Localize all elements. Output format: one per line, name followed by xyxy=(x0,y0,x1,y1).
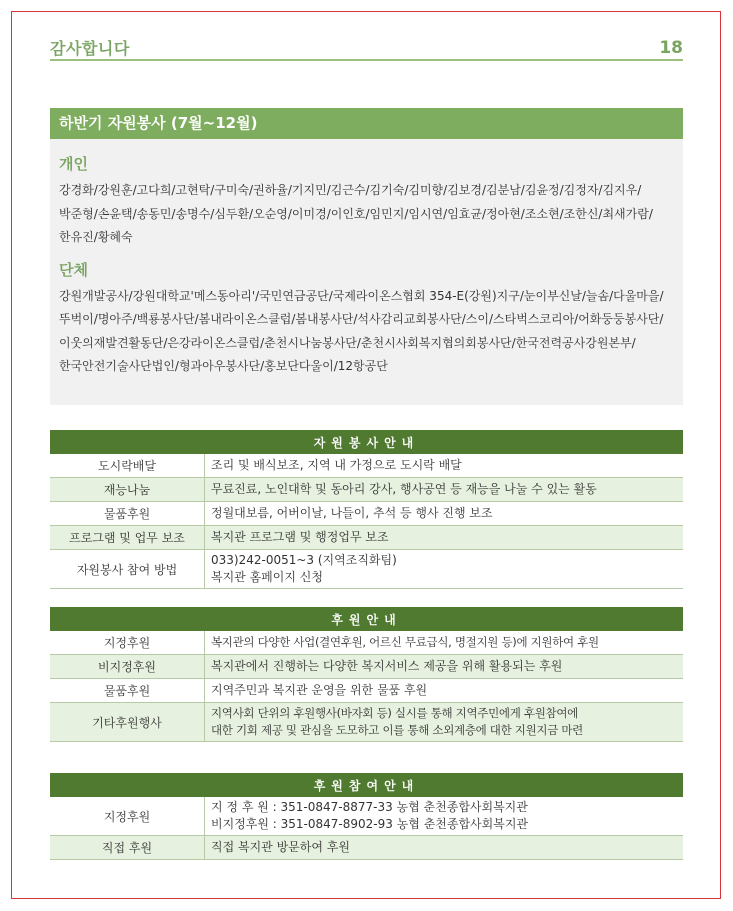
table-row xyxy=(50,703,683,742)
table-row xyxy=(50,797,683,836)
row-key: 지정후원 xyxy=(50,797,205,836)
designated-account: 지 정 후 원 : 351-0847-8877-33 농협 춘천종합사회복지관 xyxy=(211,800,528,814)
row-key: 자원봉사 참여 방법 xyxy=(50,550,205,589)
table-header: 후원참여안내 xyxy=(50,773,683,797)
group-list: 강원개발공사/강원대학교'메스동아리'/국민연금공단/국제라이온스협회 354-E(강원)지구/눈이부신날/늘솜/다울마을/뚜벅이/명아주/백룡봉사단/봄내라이온스클럽/봄내봉사단/석사감리교회봉사단/스이/스타벅스코리아/어화둥둥봉사단/이웃의재발견활동단/은강라이온스클럽/춘천시나눔봉사단/춘천시사회복지협의회봉사단/한국전력공사강원본부/한국안전기술사단법인/형과아우봉사단/홍보단다울이/12항공단 xyxy=(59,288,664,373)
table-header: 자원봉사안내 xyxy=(50,430,683,454)
row-value: 직접 복지관 방문하여 후원 xyxy=(205,836,684,860)
table-header: 후원안내 xyxy=(50,607,683,631)
phone-number: 033)242-0051~3 (지역조직화팀) xyxy=(211,553,397,567)
table-row xyxy=(50,502,683,526)
row-value: 지역주민과 복지관 운영을 위한 물품 후원 xyxy=(205,679,684,703)
table-row xyxy=(50,478,683,502)
row-value xyxy=(205,550,684,589)
table-row xyxy=(50,836,683,860)
homepage-signup: 복지관 홈페이지 신청 xyxy=(211,570,323,584)
table-row xyxy=(50,655,683,679)
row-value: 복지관에서 진행하는 다양한 복지서비스 제공을 위해 활용되는 후원 xyxy=(205,655,684,679)
volunteer-section xyxy=(50,108,683,405)
event-desc-line2: 대한 기회 제공 및 관심을 도모하고 이를 통해 소외계층에 대한 지원지금 마련 xyxy=(211,723,583,737)
donation-participation-table xyxy=(50,773,683,860)
table-row xyxy=(50,526,683,550)
individual-heading: 개인 xyxy=(59,155,88,173)
row-value: 조리 및 배식보조, 지역 내 가정으로 도시락 배달 xyxy=(205,454,684,478)
volunteer-guide-table xyxy=(50,430,683,589)
event-desc-line1: 지역사회 단위의 후원행사(바자회 등) 실시를 통해 지역주민에게 후원참여에 xyxy=(211,706,578,720)
row-value: 복지관의 다양한 사업(결연후원, 어르신 무료급식, 명절지원 등)에 지원하여 후원 xyxy=(205,631,684,655)
individual-list: 강경화/강원훈/고다희/고현탁/구미숙/권하율/기지민/김근수/김기숙/김미향/김보경/김분남/김윤정/김정자/김지우/박준형/손윤택/송동민/송명수/심두환/오순영/이미경/이인호/임민지/임시연/임효균/정아현/조소현/조한신/최새가람/한유진/황혜숙 xyxy=(59,183,653,244)
donation-guide-table xyxy=(50,607,683,742)
undesignated-account: 비지정후원 : 351-0847-8902-93 농협 춘천종합사회복지관 xyxy=(211,817,529,831)
row-key: 재능나눔 xyxy=(50,478,205,502)
table-row xyxy=(50,550,683,589)
row-value: 정월대보름, 어버이날, 나들이, 추석 등 행사 진행 보조 xyxy=(205,502,684,526)
row-key: 비지정후원 xyxy=(50,655,205,679)
row-key: 직접 후원 xyxy=(50,836,205,860)
page-number: 18 xyxy=(659,38,683,58)
group-heading: 단체 xyxy=(59,260,88,279)
row-key: 물품후원 xyxy=(50,679,205,703)
row-value xyxy=(205,703,684,742)
table-row xyxy=(50,679,683,703)
row-key: 지정후원 xyxy=(50,631,205,655)
header-divider xyxy=(50,59,683,61)
row-value: 복지관 프로그램 및 행정업무 보조 xyxy=(205,526,684,550)
page-header-title: 감사합니다 xyxy=(50,39,130,58)
row-value xyxy=(205,797,684,836)
table-row xyxy=(50,454,683,478)
row-key: 도시락배달 xyxy=(50,454,205,478)
row-key: 물품후원 xyxy=(50,502,205,526)
row-key: 기타후원행사 xyxy=(50,703,205,742)
row-key: 프로그램 및 업무 보조 xyxy=(50,526,205,550)
row-value: 무료진료, 노인대학 및 동아리 강사, 행사공연 등 재능을 나눌 수 있는 활동 xyxy=(205,478,684,502)
table-row xyxy=(50,631,683,655)
volunteer-section-title: 하반기 자원봉사 (7월~12월) xyxy=(50,108,683,139)
